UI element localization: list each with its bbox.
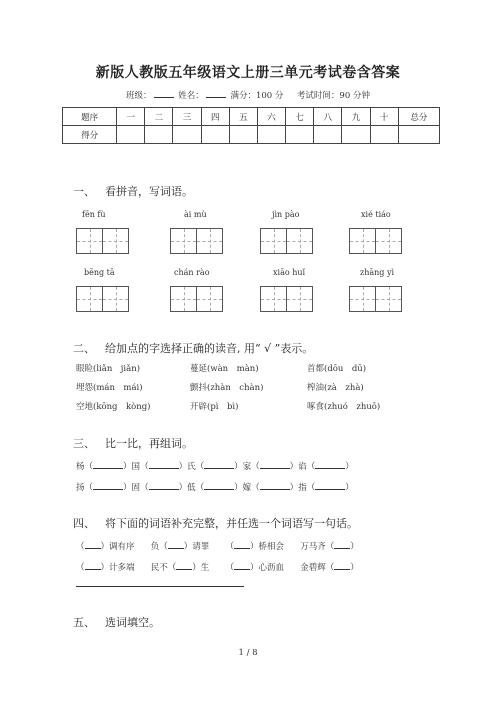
header-cell: 五 [229,108,257,126]
answer-blank[interactable] [176,562,192,570]
idiom-text: 桥相会 [258,542,285,552]
header-cell: 总分 [398,108,439,126]
writing-cell[interactable] [76,228,103,254]
writing-cell[interactable] [170,228,197,254]
section-3-heading [73,435,193,451]
header-cell: 七 [286,108,314,126]
answer-blank[interactable] [260,482,290,490]
compare-char: 嫁 [242,483,252,493]
pinyin-label: fēn fù [82,210,106,219]
score-cell[interactable] [314,126,342,144]
writing-cell[interactable] [102,228,129,254]
answer-blank[interactable] [85,541,101,549]
score-row-label: 得分 [63,126,117,144]
answer-blank[interactable] [204,482,234,490]
score-cell[interactable] [117,126,145,144]
exam-info [0,89,496,101]
class-label: 班级： [126,91,152,101]
answer-blank[interactable] [234,562,250,570]
compare-char: 谄 [298,462,307,472]
page-title: 新版人教版五年级语文上册三单元考试卷含答案 [95,65,401,81]
answer-blank[interactable] [234,541,250,549]
writing-cell[interactable] [260,286,287,312]
pronunciation-item[interactable]: 开辟(pì bì) [190,402,239,412]
score-cell[interactable] [370,126,398,144]
idiom-text: 请罪 [192,542,210,552]
pinyin-label: xiāo huǐ [273,268,306,277]
writing-cell[interactable] [196,286,223,312]
idiom-text: 调有序 [109,542,135,552]
section-2-heading [73,340,313,356]
pronunciation-item[interactable]: 颤抖(zhàn chàn) [190,383,264,393]
writing-cell[interactable] [76,286,103,312]
sentence-answer-line[interactable] [76,586,244,587]
pinyin-label: jìn pào [272,210,300,219]
writing-cell[interactable] [286,228,313,254]
section-title: 比一比，再组词。 [105,437,193,450]
compare-char: 扬 [76,483,85,493]
section-number: 四、 [73,517,95,530]
idiom-text: 负（ [150,542,168,552]
compare-char: 国 [131,462,141,472]
pronunciation-item[interactable]: 眼睑(liǎn jiǎn) [76,364,141,374]
header-cell: 题序 [63,108,117,126]
compare-char: 低 [187,483,196,493]
idiom-text: 金碧辉（ [300,563,335,573]
header-cell: 四 [201,108,229,126]
header-cell: 八 [314,108,342,126]
header-cell: 一 [117,108,145,126]
writing-cell[interactable] [349,228,376,254]
compare-char: 指 [298,483,307,493]
section-title: 将下面的词语补充完整，并任选一个词语写一句话。 [105,517,358,530]
compare-row: 扬（ ）固（ ）低（ ）嫁（ ）指（ ） [76,483,354,493]
header-cell: 十 [370,108,398,126]
section-title: 给加点的字选择正确的读音, 用“ √ ”表示。 [105,342,314,355]
pronunciation-item[interactable]: 首都(dōu dū) [307,364,367,374]
answer-blank[interactable] [93,482,123,490]
section-title: 选词填空。 [105,616,160,629]
pinyin-label: chán rào [174,268,210,277]
answer-blank[interactable] [149,482,179,490]
header-cell: 三 [173,108,201,126]
compare-char: 家 [242,462,252,472]
section-4-heading [73,515,358,531]
header-cell: 六 [257,108,285,126]
score-cell[interactable] [342,126,370,144]
pronunciation-item[interactable]: 啄食(zhuó zhuō) [307,402,381,412]
pronunciation-item[interactable]: 空地(kōng kòng) [76,402,151,412]
score-cell[interactable] [398,126,439,144]
answer-blank[interactable] [260,461,290,469]
score-cell[interactable] [229,126,257,144]
writing-cell[interactable] [170,286,197,312]
pronunciation-item[interactable]: 埋怨(mán mái) [76,383,143,393]
section-title: 看拼音，写词语。 [105,185,193,198]
answer-blank[interactable] [315,482,345,490]
writing-cell[interactable] [375,228,402,254]
writing-cell[interactable] [375,286,402,312]
idiom-text: 计多端 [109,563,135,573]
score-table [62,107,440,144]
header-cell: 九 [342,108,370,126]
class-blank[interactable] [154,89,174,98]
score-header-row [63,108,440,126]
writing-cell[interactable] [349,286,376,312]
idiom-text: 民不（ [150,563,177,573]
score-cell[interactable] [286,126,314,144]
idiom-row: （ ）调有序 负（ ）请罪 （ ）桥相会 万马齐（ ） [76,542,359,552]
idiom-row: （ ）计多端 民不（ ）生 （ ）心沥血 金碧辉（ ） [76,563,359,573]
answer-blank[interactable] [334,541,350,549]
pinyin-label: ài mù [184,210,207,219]
score-cell[interactable] [201,126,229,144]
score-row [63,126,440,144]
answer-blank[interactable] [85,562,101,570]
section-5-heading [73,614,160,630]
pronunciation-item[interactable]: 榨油(zà zhà) [307,383,364,393]
compare-char: 固 [131,483,141,493]
page-number: 1 / 8 [238,648,258,658]
writing-cell[interactable] [286,286,313,312]
compare-char: 杨 [76,462,85,472]
answer-blank[interactable] [149,461,179,469]
score-cell[interactable] [257,126,285,144]
section-number: 五、 [73,616,95,629]
pinyin-label: zhāng yì [360,268,395,277]
full-score: 满分：100 分 [230,91,284,101]
writing-cell[interactable] [102,286,129,312]
pronunciation-item[interactable]: 蔓延(wàn màn) [190,364,259,374]
score-cell[interactable] [145,126,173,144]
answer-blank[interactable] [168,541,184,549]
answer-blank[interactable] [315,461,345,469]
name-blank[interactable] [206,89,226,98]
section-number: 一、 [73,185,95,198]
exam-time: 考试时间：90 分钟 [296,91,370,101]
answer-blank[interactable] [93,461,123,469]
section-number: 二、 [73,342,95,355]
writing-cell[interactable] [196,228,223,254]
idiom-text: 生 [200,563,210,573]
name-label: 姓名： [178,91,204,101]
pinyin-label: bēng tā [84,268,115,277]
idiom-text: 心沥血 [258,563,285,573]
section-number: 三、 [73,437,95,450]
answer-blank[interactable] [334,562,350,570]
compare-char: 氏 [187,462,196,472]
idiom-text: 万马齐（ [300,542,335,552]
writing-cell[interactable] [260,228,287,254]
section-1-heading [73,183,193,199]
header-cell: 二 [145,108,173,126]
answer-blank[interactable] [204,461,234,469]
pinyin-label: xié tiáo [361,210,391,219]
compare-row: 杨（ ）国（ ）氏（ ）家（ ）谄（ ） [76,462,354,472]
score-cell[interactable] [173,126,201,144]
